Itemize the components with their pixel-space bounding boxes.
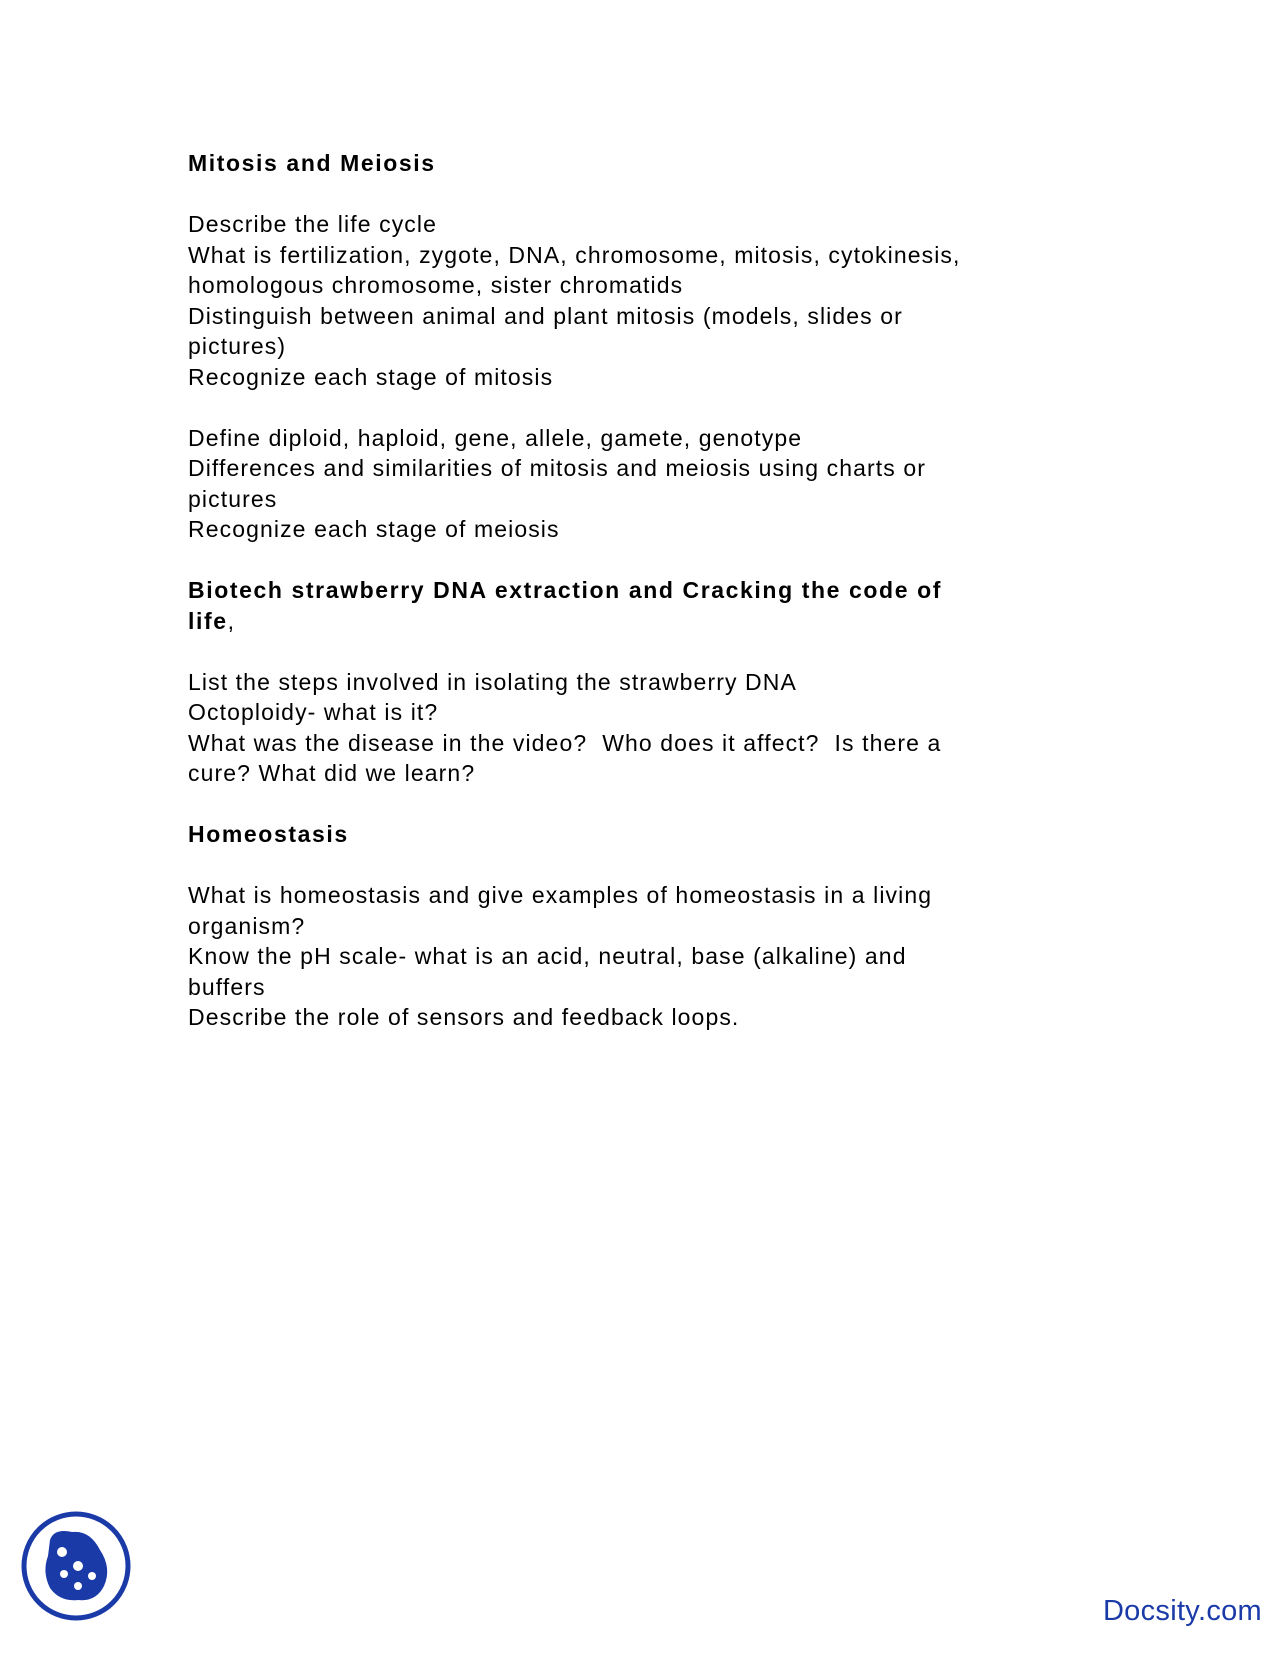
section-title-biotech-cont bbox=[188, 606, 1088, 637]
list-item: Octoploidy- what is it? bbox=[188, 699, 439, 725]
document-body bbox=[188, 148, 1088, 1033]
docsity-logo-icon[interactable] bbox=[20, 1510, 132, 1622]
section-title-biotech-word: life bbox=[188, 607, 228, 634]
list-item: Recognize each stage of mitosis bbox=[188, 363, 554, 390]
list-item: Distinguish between animal and plant mitosis (models, slides or bbox=[188, 302, 903, 329]
list-item: What is fertilization, zygote, DNA, chromosome, mitosis, cytokinesis, bbox=[188, 241, 961, 268]
list-item: Know the pH scale- what is an acid, neutral, base (alkaline) and bbox=[188, 943, 907, 969]
list-item: Recognize each stage of meiosis bbox=[188, 516, 560, 542]
list-item: List the steps involved in isolating the strawberry DNA bbox=[188, 668, 797, 695]
list-item: pictures) bbox=[188, 333, 287, 359]
section-title-biotech: Biotech strawberry DNA extraction and Cracking the code of bbox=[188, 577, 942, 603]
docsity-logo-svg bbox=[20, 1510, 132, 1622]
list-item: buffers bbox=[188, 973, 266, 1000]
list-item: Differences and similarities of mitosis and meiosis using charts or bbox=[188, 455, 926, 481]
section-title-homeostasis: Homeostasis bbox=[188, 821, 349, 847]
section-title-mitosis: Mitosis and Meiosis bbox=[188, 150, 436, 176]
docsity-brand-link[interactable]: Docsity.com bbox=[1102, 1595, 1262, 1627]
list-item: Define diploid, haploid, gene, allele, gamete, genotype bbox=[188, 424, 803, 451]
list-item: Describe the role of sensors and feedback loops. bbox=[188, 1004, 740, 1030]
list-item: What is homeostasis and give examples of homeostasis in a living bbox=[188, 882, 933, 908]
list-item: homologous chromosome, sister chromatids bbox=[188, 272, 684, 298]
list-item: Describe the life cycle bbox=[188, 211, 437, 237]
list-item: What was the disease in the video? Who does it affect? Is there a bbox=[188, 729, 942, 756]
list-item: pictures bbox=[188, 485, 278, 512]
list-item: cure? What did we learn? bbox=[188, 760, 476, 786]
list-item: organism? bbox=[188, 912, 306, 939]
section-title-biotech-comma: , bbox=[227, 607, 236, 634]
